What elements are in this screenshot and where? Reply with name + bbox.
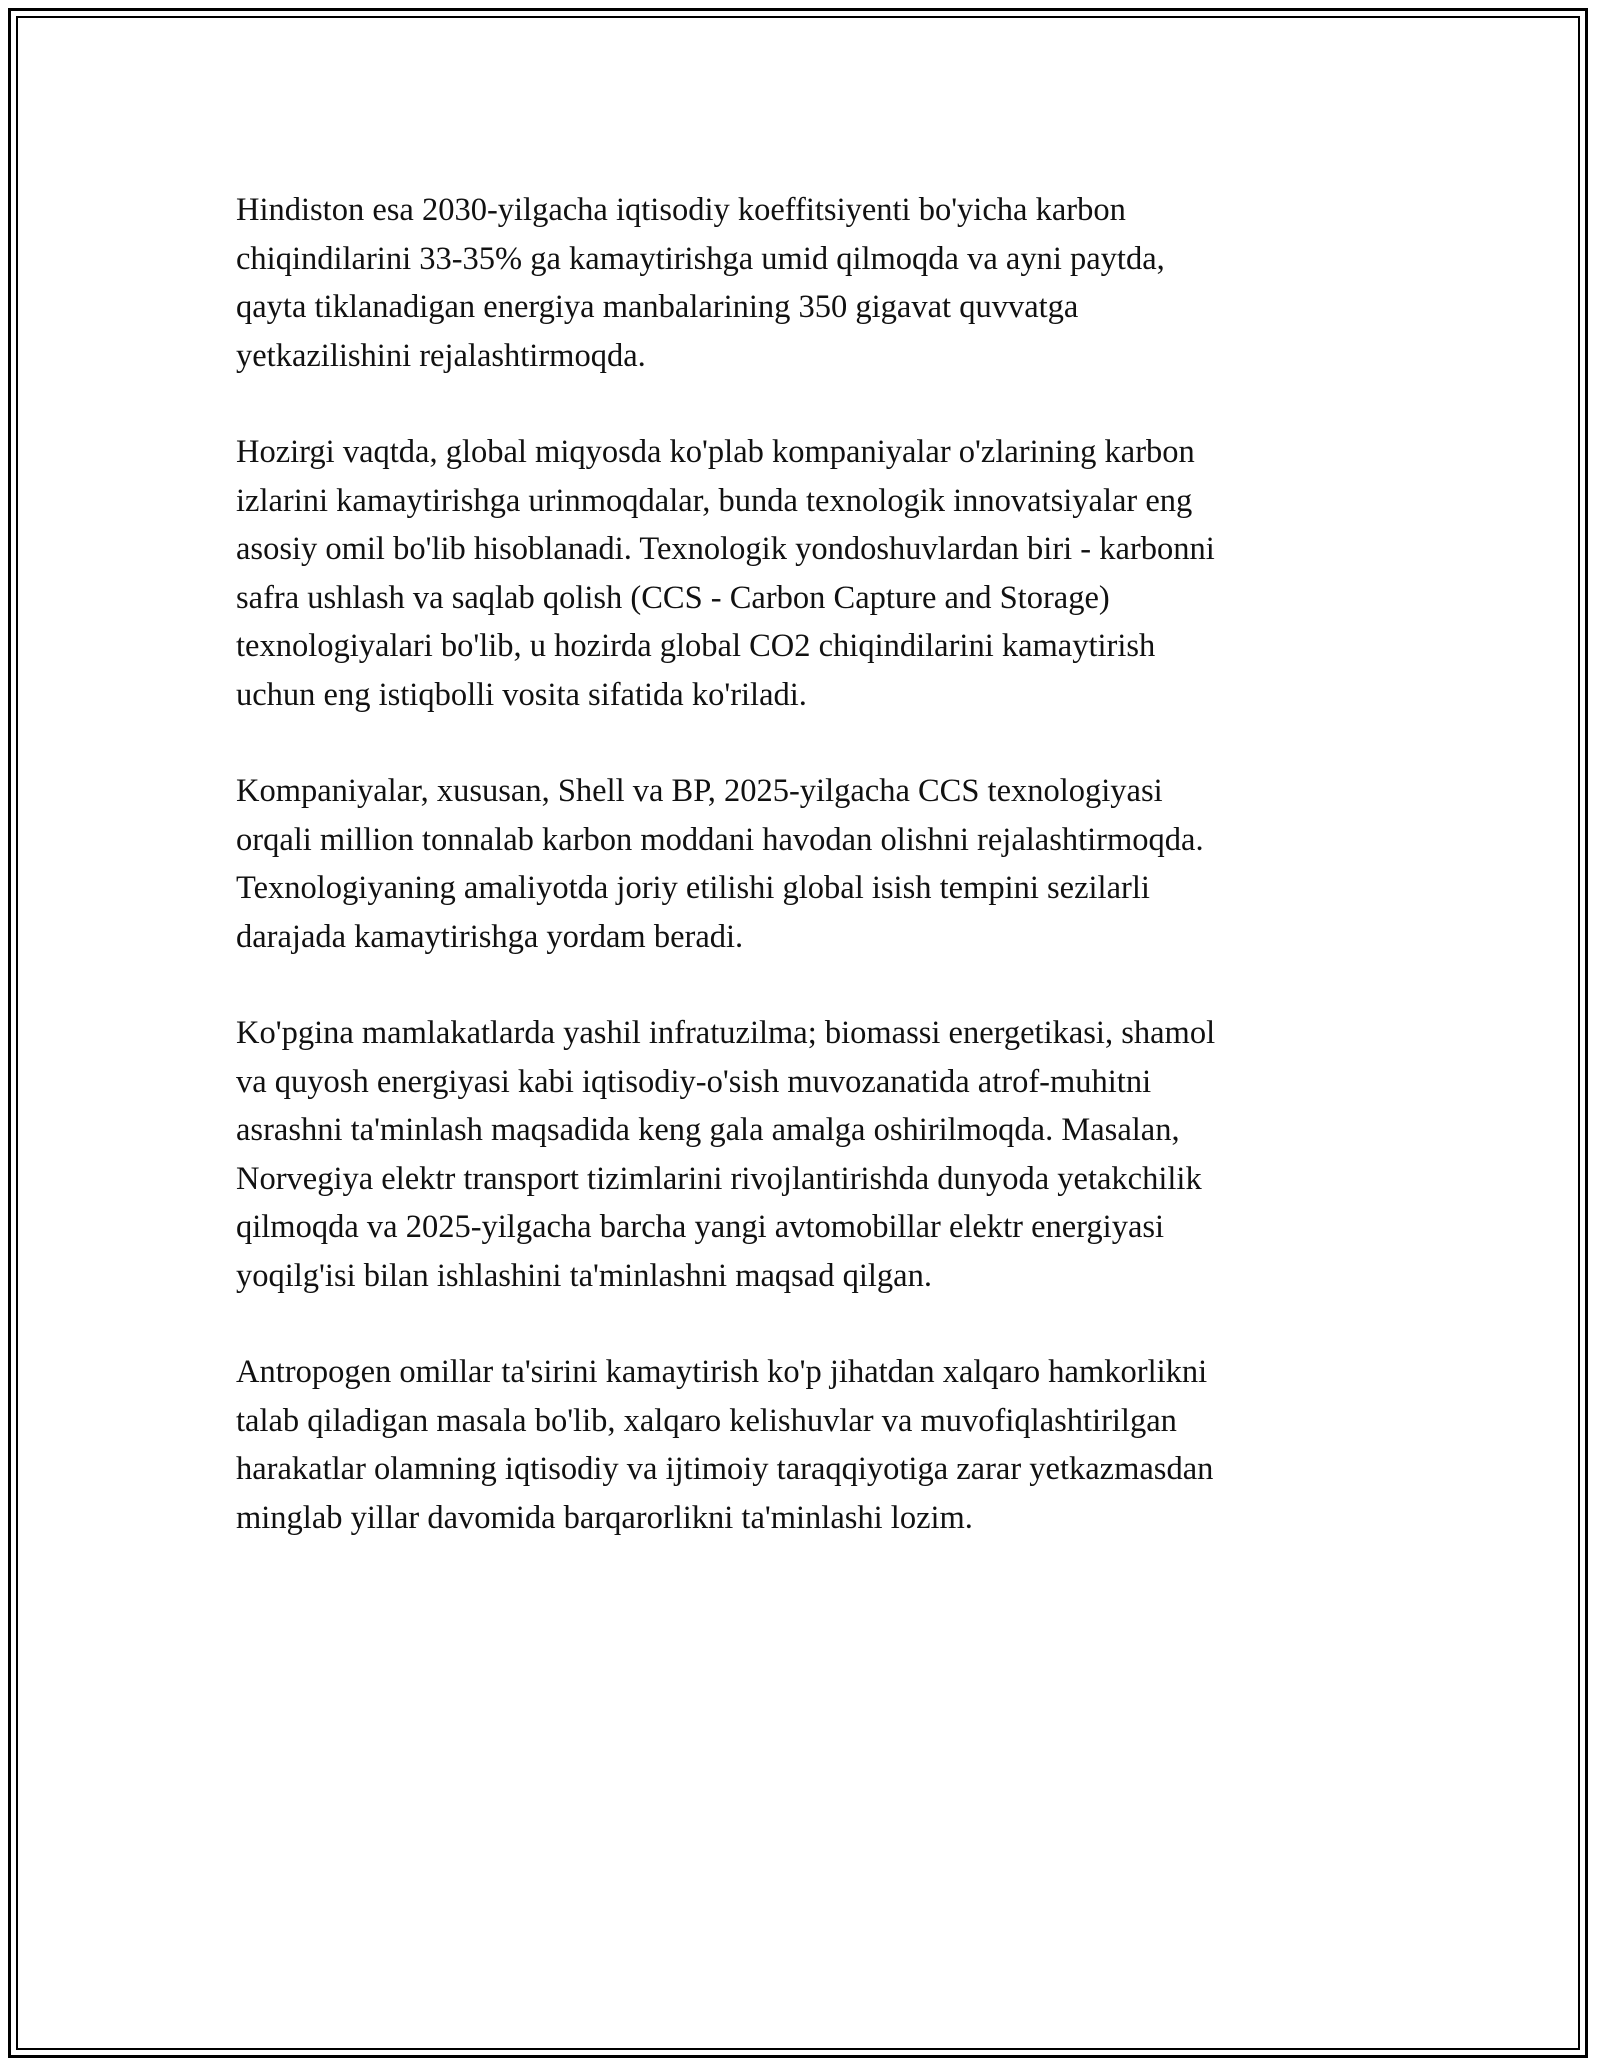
- paragraph-ccs-technology: Hozirgi vaqtda, global miqyosda ko'plab kompaniyalar o'zlarining karbon izlarini kamaytirishga urinmoqdalar, bunda texnologik innovatsiyalar eng asosiy omil bo'lib hisoblanadi. Texnologik yondoshuvlardan biri - karbonni safra ushlash va saqlab qolish (CCS - Carbon Capture and Storage) texnologiyalari bo'lib, u hozirda global CO2 chiqindilarini kamaytirish uchun eng istiqbolli vosita sifatida ko'riladi.: [236, 434, 1215, 713]
- paragraph-green-infrastructure: Ko'pgina mamlakatlarda yashil infratuzilma; biomassi energetikasi, shamol va quyosh energiyasi kabi iqtisodiy-o'sish muvozanatida atrof-muhitni asrashni ta'minlash maqsadida keng gala amalga oshirilmoqda. Masalan, Norvegiya elektr transport tizimlarini rivojlantirishda dunyoda yetakchilik qilmoqda va 2025-yilgacha barcha yangi avtomobillar elektr energiyasi yoqilg'isi bilan ishlashini ta'minlashni maqsad qilgan.: [236, 1015, 1216, 1294]
- document-body: [236, 186, 1356, 1590]
- paragraph-international-cooperation: Antropogen omillar ta'sirini kamaytirish ko'p jihatdan xalqaro hamkorlikni talab qiladigan masala bo'lib, xalqaro kelishuvlar va muvofiqlashtirilgan harakatlar olamning iqtisodiy va ijtimoiy taraqqiyotiga zarar yetkazmasdan minglab yillar davomida barqarorlikni ta'minlashi lozim.: [236, 1354, 1214, 1536]
- paragraph-shell-bp: Kompaniyalar, xususan, Shell va BP, 2025-yilgacha CCS texnologiyasi orqali million tonnalab karbon moddani havodan olishni rejalashtirmoqda. Texnologiyaning amaliyotda joriy etilishi global isish tempini sezilarli darajada kamaytirishga yordam beradi.: [236, 773, 1204, 955]
- paragraph-india-emissions: Hindiston esa 2030-yilgacha iqtisodiy koeffitsiyenti bo'yicha karbon chiqindilarini 33-35% ga kamaytirishga umid qilmoqda va ayni paytda, qayta tiklanadigan energiya manbalarining 350 gigavat quvvatga yetkazilishini rejalashtirmoqda.: [236, 192, 1165, 374]
